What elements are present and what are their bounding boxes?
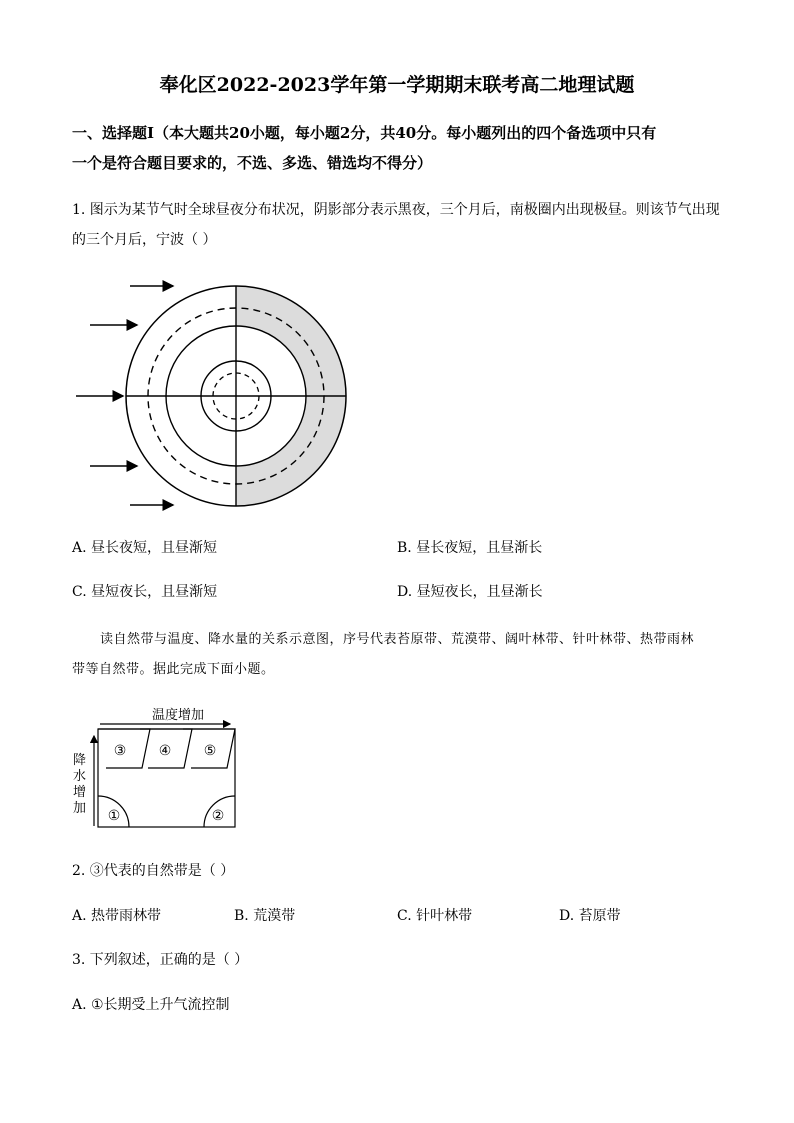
page-title: 奉化区2022-2023学年第一学期期末联考高二地理试题 [159,74,635,96]
section-heading-line1: 一、选择题Ⅰ（本大题共20小题，每小题2分，共40分。每小题列出的四个备选项中只有 [72,124,657,142]
natural-zone-diagram [70,702,250,832]
question-1-line1: 1. 图示为某节气时全球昼夜分布状况，阴影部分表示黑夜，三个月后，南极圈内出现极昼。则该节气出现 [72,202,720,218]
precipitation-label-4: 加 [73,801,87,816]
precipitation-label-2: 水 [73,769,87,784]
temperature-increase-label: 温度增加 [151,708,205,723]
zone-3-label: ③ [113,743,127,759]
intro-line2: 带等自然带。据此完成下面小题。 [72,662,275,677]
question-3-stem: 3. 下列叙述，正确的是（ ） [72,952,249,968]
question-1-option-d[interactable]: D. 昼短夜长，且昼渐长 [397,584,543,600]
precipitation-label-3: 增 [73,785,87,800]
zone-1-label: ① [107,808,121,824]
question-1-line2: 的三个月后，宁波（ ） [72,232,217,248]
question-3-option-a[interactable]: A. ①长期受上升气流控制 [72,997,230,1013]
zone-2-label: ② [211,808,225,824]
precipitation-label-1: 降 [73,753,87,768]
question-2-option-d[interactable]: D. 苔原带 [559,908,621,924]
question-2-option-c[interactable]: C. 针叶林带 [397,908,473,924]
section-heading-line2: 一个是符合题目要求的，不选、多选、错选均不得分） [72,154,433,172]
day-night-figure [70,270,360,520]
question-2-option-a[interactable]: A. 热带雨林带 [72,908,162,924]
zone-4-label: ④ [158,743,172,759]
question-1-option-a[interactable]: A. 昼长夜短，且昼渐短 [72,540,218,556]
question-2-option-b[interactable]: B. 荒漠带 [234,908,296,924]
zone-5-label: ⑤ [203,743,217,759]
question-1-option-c[interactable]: C. 昼短夜长，且昼渐短 [72,584,218,600]
intro-line1: 读自然带与温度、降水量的关系示意图，序号代表苔原带、荒漠带、阔叶林带、针叶林带、热带雨林 [100,632,695,647]
question-2-stem: 2. ③代表的自然带是（ ） [72,863,235,879]
question-1-option-b[interactable]: B. 昼长夜短，且昼渐长 [397,540,543,556]
